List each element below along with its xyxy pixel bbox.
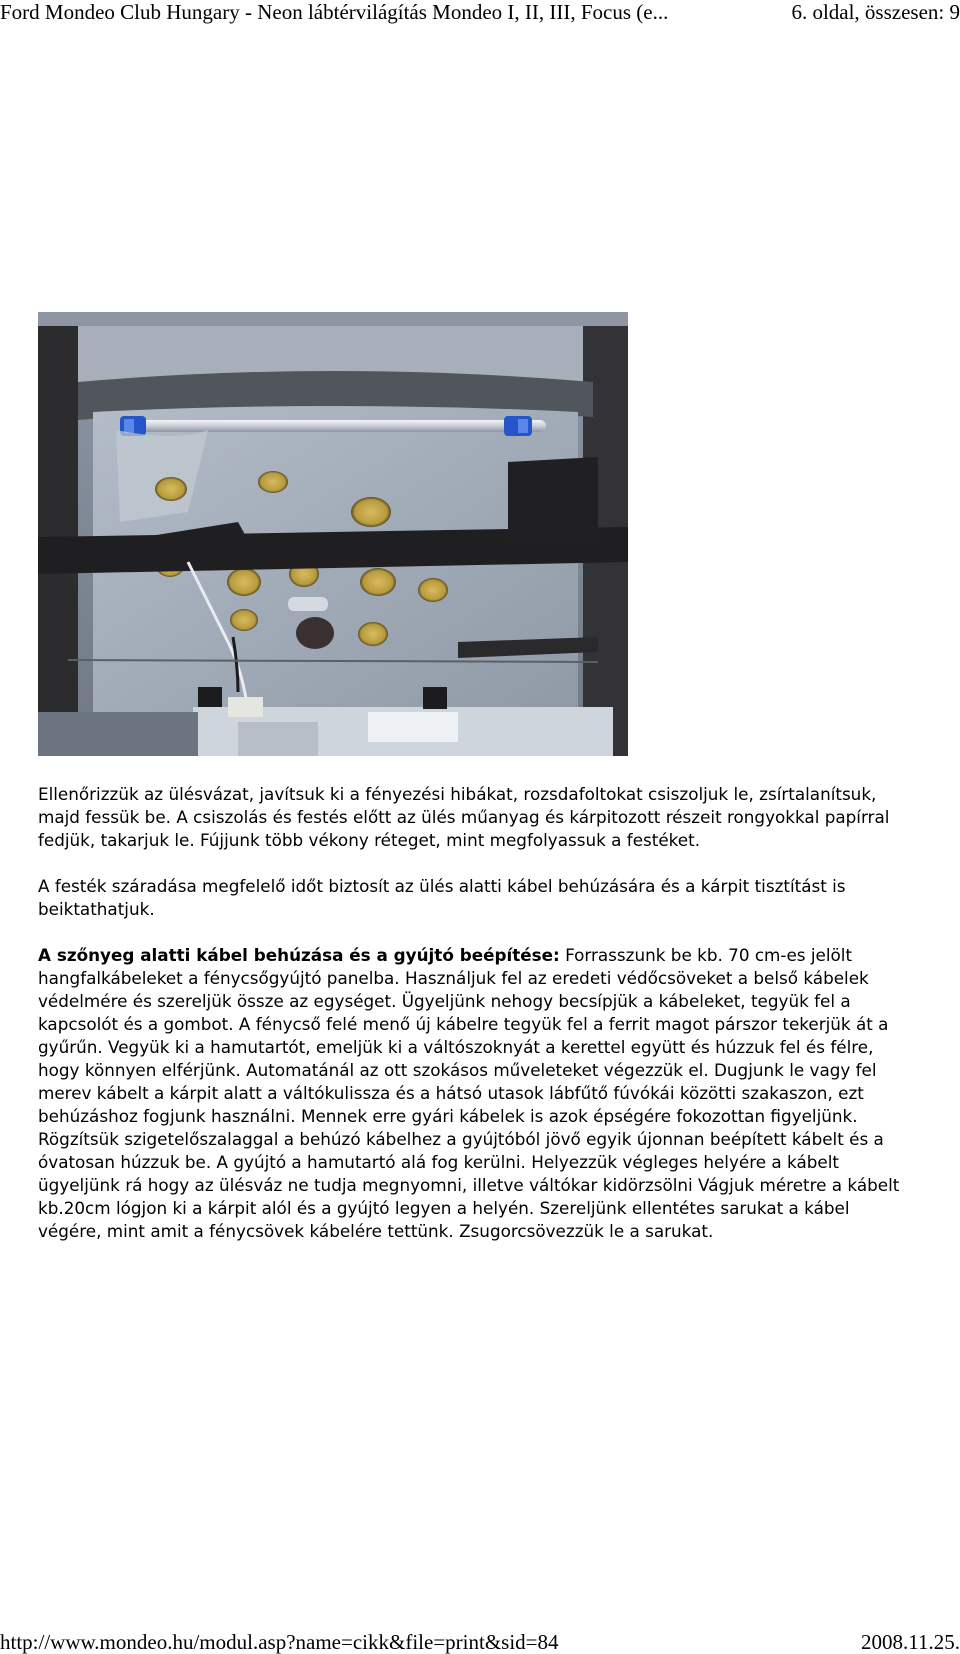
print-date: 2008.11.25. — [861, 1630, 960, 1654]
page-url: http://www.mondeo.hu/modul.asp?name=cikk&file=print&sid=84 — [0, 1630, 559, 1654]
seat-frame-image — [38, 312, 628, 756]
article-paragraph: Ellenőrizzük az ülésvázat, javítsuk ki a fényezési hibákat, rozsdafoltokat csiszoljuk le, zsírtalanítsuk, majd fessük be. A csiszolás és festés előtt az ülés műanyag és kárpitozott részeit rongyokkal papírral fedjük, takarjuk le. Fújjunk több vékony réteget, mint megfolyassuk a festéket. — [38, 784, 890, 850]
article-paragraph — [38, 944, 918, 1243]
section-body: Forrasszunk be kb. 70 cm-es jelölt hangfalkábeleket a fénycsőgyújtó panelba. Használjuk fel az eredeti védőcsöveket a belső kábelek védelmére és szereljük össze az egységet. Ügyeljünk nehogy becsípjük a kábeleket, tegyük fel a kapcsolót és a gombot. A fénycső felé menő új kábelre tegyük fel a ferrit magot párszor tekerjük át a gyűrűn. Vegyük ki a hamutartót, emeljük ki a váltószoknyát a kerettel együtt és húzzuk fel és félre, hogy könnyen elférjünk. Automatánál az ott szokásos műveleteket végezzük el. Dugjunk le vagy fel merev kábelt a kárpit alatt a váltókulissza és a hátsó utasok lábfűtő fúvókái közötti szakaszon, ezt behúzáshoz fogjunk használni. Mennek erre gyári kábelek is azok épségére fokozottan figyeljünk. Rögzítsük szigetelőszalaggal a behúzó kábelhez a gyújtóból jövő egyik újonnan beépített kábelt és a óvatosan húzzuk be. A gyújtó a hamutartó alá fog kerülni. Helyezzük végleges helyére a kábelt ügyeljünk rá hogy az ülésváz ne tudja megnyomni, illetve váltókar kidörzsölni Vágjuk méretre a kábelt kb.20cm lógjon ki a kárpit alól és a gyújtó legyen a helyén. Szereljünk ellentétes sarukat a kábel végére, mint amit a fénycsövek kábelére tettünk. Zsugorcsövezzük le a sarukat. — [38, 945, 900, 1241]
article-body — [38, 783, 918, 1266]
seat-underside-photo — [38, 312, 628, 756]
section-heading: A szőnyeg alatti kábel behúzása és a gyújtó beépítése: — [38, 945, 560, 965]
article-paragraph: A festék száradása megfelelő időt biztosít az ülés alatti kábel behúzására és a kárpit tisztítást is beiktathatjuk. — [38, 876, 846, 919]
page-number: 6. oldal, összesen: 9 — [791, 0, 960, 24]
page-header-title: Ford Mondeo Club Hungary - Neon lábtérvilágítás Mondeo I, II, III, Focus (e... — [0, 0, 669, 24]
